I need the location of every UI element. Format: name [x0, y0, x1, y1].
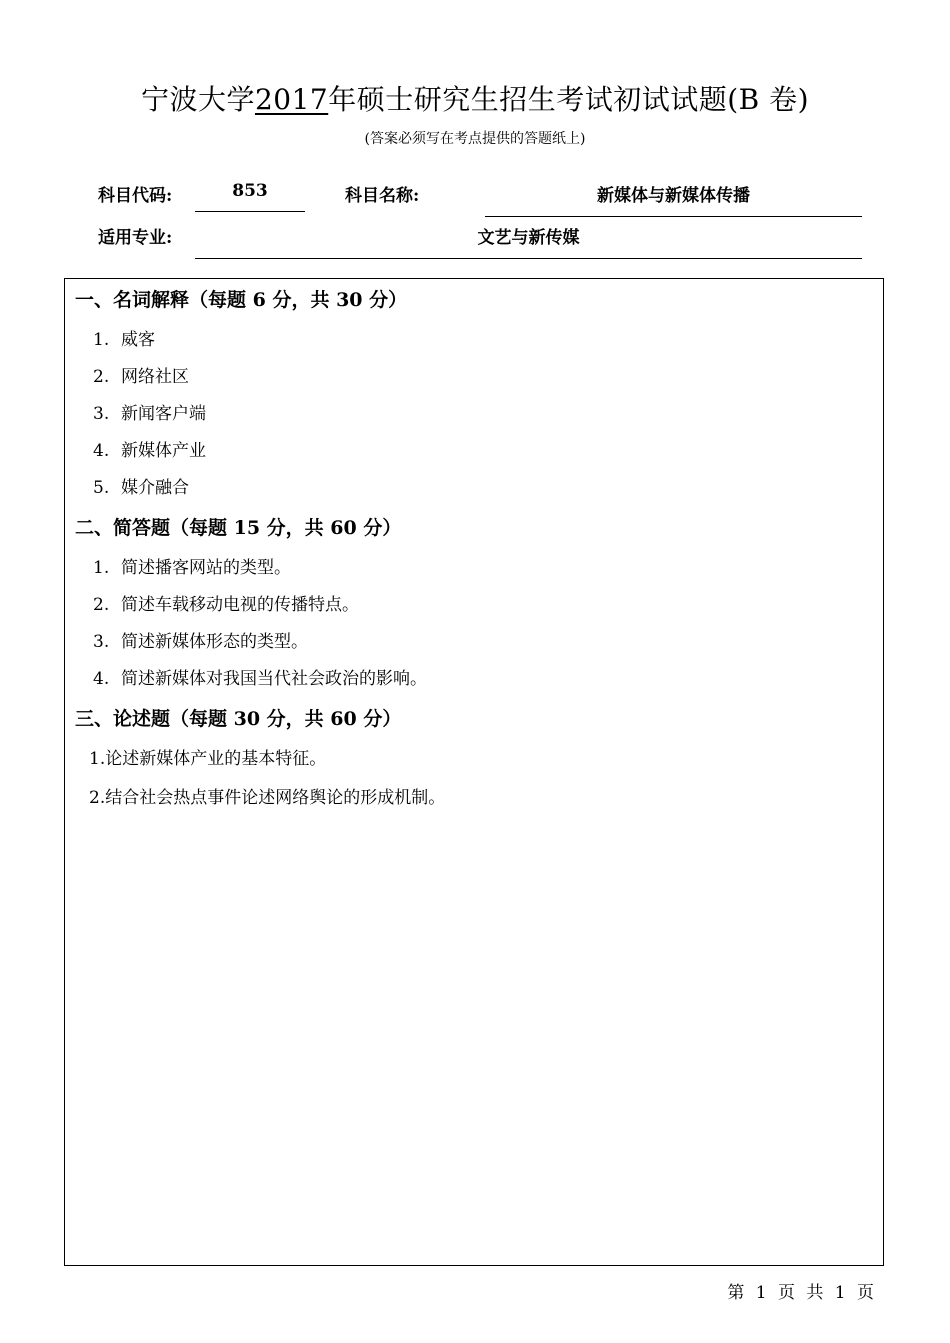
question-item: 1. 威客: [93, 330, 155, 350]
answer-note: (答案必须写在考点提供的答题纸上): [364, 131, 586, 147]
title-suffix: 年硕士研究生招生考试初试试题(B 卷): [328, 83, 810, 116]
question-item: 5. 媒介融合: [93, 478, 189, 498]
exam-title: [0, 78, 950, 118]
question-item: 1. 简述播客网站的类型。: [93, 558, 291, 578]
subject-code-value: 853: [195, 181, 305, 212]
subject-name-label: 科目名称:: [345, 186, 420, 206]
page-number: 第 1 页 共 1 页: [727, 1283, 874, 1303]
title-prefix: 宁波大学: [140, 83, 255, 116]
question-item: 4. 新媒体产业: [93, 441, 206, 461]
major-value: 文艺与新传媒: [195, 223, 862, 259]
question-item: 3. 简述新媒体形态的类型。: [93, 632, 308, 652]
question-item: 3. 新闻客户端: [93, 404, 206, 424]
title-year: 2017: [254, 83, 329, 116]
question-box: [64, 278, 884, 1266]
section-heading: 三、论述题（每题 30 分，共 60 分）: [75, 708, 402, 730]
section-heading: 二、简答题（每题 15 分，共 60 分）: [75, 517, 402, 539]
subject-name-value: 新媒体与新媒体传播: [485, 181, 862, 217]
question-item: 1.论述新媒体产业的基本特征。: [89, 749, 327, 769]
question-item: 2. 网络社区: [93, 367, 189, 387]
question-item: 4. 简述新媒体对我国当代社会政治的影响。: [93, 669, 427, 689]
major-label: 适用专业:: [98, 228, 173, 248]
question-item: 2.结合社会热点事件论述网络舆论的形成机制。: [89, 788, 446, 808]
question-item: 2. 简述车载移动电视的传播特点。: [93, 595, 359, 615]
section-heading: 一、名词解释（每题 6 分，共 30 分）: [75, 289, 408, 311]
subject-code-label: 科目代码:: [98, 186, 173, 206]
